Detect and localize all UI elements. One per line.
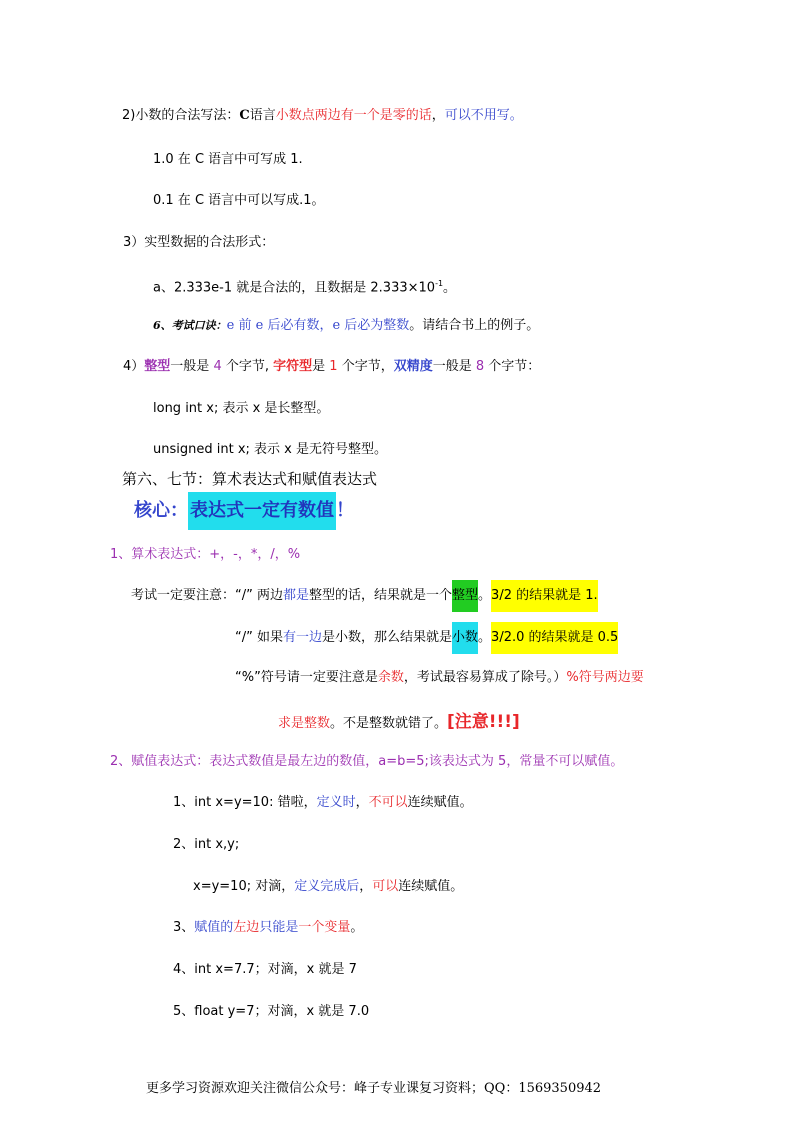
text: 赋值的 [194,920,234,935]
text: 1 [329,359,338,374]
text: C [239,108,250,123]
text: 双精度 [393,359,433,374]
text: 只能是 [259,920,299,935]
text: e 前 e 后必有数，e 后必为整数 [226,318,410,333]
text: 。不是整数就错了。 [330,716,448,731]
text: 小数点两边有一个是零的话 [275,108,432,123]
text: 连续赋值。 [398,879,464,894]
core-line [134,492,354,530]
assign-item-1 [173,793,473,813]
unsigned-int-line: unsigned int x; 表示 x 是无符号整型。 [153,442,387,457]
text: 可以不用写。 [444,108,523,123]
text: 可以 [372,879,399,894]
text: ， [431,108,445,123]
division-int-line [131,580,598,612]
text: 左边 [233,920,260,935]
superscript: -1 [435,279,444,288]
decimal-division-example: 3/2.0 的结果就是 0.5 [491,622,618,654]
text: 个字节， [337,359,394,374]
text: “%”符号请一定要注意是 [235,670,378,685]
text: ， [355,795,369,810]
example-line-2: 0.1 在 C 语言中可以写成.1。 [153,193,325,208]
integer-highlight: 整型 [452,580,478,612]
text: 连续赋值。 [407,795,473,810]
text: 语言 [249,108,276,123]
text: 求是整数 [278,716,331,731]
text: 3、 [173,920,195,935]
text: 4 [213,359,222,374]
text: ，考试最容易算成了除号。） [403,670,567,685]
text: 核心： [134,500,188,521]
footer: 更多学习资源欢迎关注微信公众号：峰子专业课复习资料；QQ：1569350942 [146,1081,602,1096]
assign-item-5: 5、float y=7；对滴，x 就是 7.0 [173,1004,370,1019]
text: 不可以 [368,795,408,810]
text: 8 [475,359,485,374]
modulo-line-1 [235,668,644,688]
text: 定义时 [316,795,356,810]
text: 2)小数的合法写法： [122,108,240,123]
text: 。请结合书上的例子。 [409,318,540,333]
assignment-heading: 2、赋值表达式：表达式数值是最左边的数值，a=b=5;该表达式为 5，常量不可以赋值。 [110,754,624,769]
text: 个字节： [484,359,541,374]
example-line-1: 1.0 在 C 语言中可写成 1. [153,152,303,167]
note: [注意!!!] [447,712,520,732]
assign-item-4: 4、int x=7.7；对滴，x 就是 7 [173,962,357,977]
text: 有一边 [282,630,322,645]
real-form-heading: 3）实型数据的合法形式： [123,235,275,250]
text: 1、int x=y=10: 错啦， [173,795,317,810]
decimal-highlight: 小数 [452,622,478,654]
text: 考试一定要注意：“/” 两边 [131,588,283,603]
text: 。 [443,280,457,296]
decimal-rule-line [122,106,523,126]
text: 。 [478,630,492,645]
text: 余数 [377,670,404,685]
text: 一个变量 [298,920,351,935]
division-decimal-line [235,622,618,654]
long-int-line: long int x; 表示 x 是长整型。 [153,401,330,416]
text: 是 [312,359,330,374]
text: 整型的话，结果就是一个 [309,588,453,603]
text: 6、考试口诀： [153,319,227,332]
assign-item-2: 2、int x,y; [173,837,240,852]
text: 定义完成后 [294,879,360,894]
byte-size-line [123,357,540,377]
text: 一般是 [170,359,214,374]
arithmetic-heading: 1、算术表达式：+，-，*，/，% [110,547,301,562]
text: ！ [336,500,354,521]
text: a、2.333e-1 就是合法的，且数据是 2.333×10 [153,280,436,296]
text: 个字节, [221,359,274,374]
text: 是小数，那么结果就是 [322,630,453,645]
example-a-line [153,274,456,298]
modulo-line-2 [278,710,520,736]
text: %符号两边要 [566,670,644,685]
text: 一般是 [432,359,476,374]
core-highlight: 表达式一定有数值 [188,492,336,530]
assign-item-3 [173,918,363,938]
text: x=y=10; 对滴， [193,879,295,894]
text: 。 [350,920,364,935]
text: 整型 [144,359,171,374]
integer-division-example: 3/2 的结果就是 1. [491,580,598,612]
section-title: 第六、七节：算术表达式和赋值表达式 [122,470,378,488]
text: 字符型 [273,359,313,374]
text: 4） [123,359,145,374]
mnemonic-line [153,316,539,336]
text: ， [359,879,373,894]
text: “/” 如果 [235,630,283,645]
text: 都是 [282,588,309,603]
text: 。 [478,588,492,603]
assign-item-2b [193,877,463,897]
